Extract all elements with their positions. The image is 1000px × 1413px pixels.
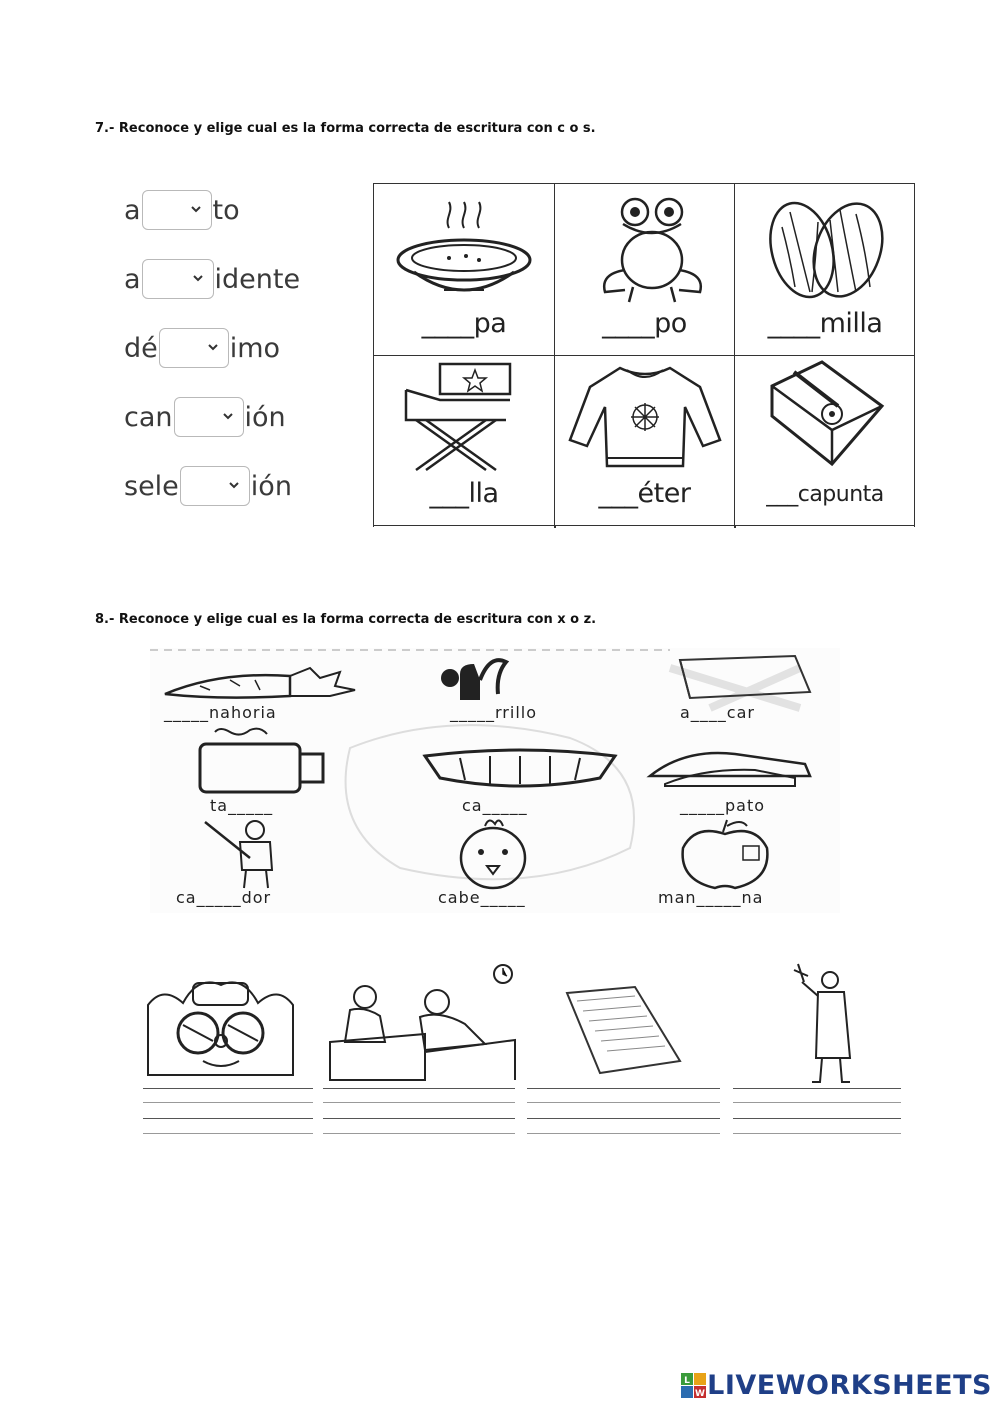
answer-line-3[interactable]: [527, 1088, 720, 1138]
q7-row-5: [124, 464, 292, 508]
q8-label-1: _____nahoria: [164, 703, 277, 722]
q7-row-2-before: a: [124, 263, 141, 295]
pot-icon: [420, 746, 620, 791]
grid-label-seeds: ____milla: [767, 308, 883, 339]
q8-label-3: a____car: [680, 703, 755, 722]
q7-row-3: [124, 326, 280, 370]
q7-row-1: [124, 188, 240, 232]
q8-label-7: ca_____dor: [176, 888, 272, 907]
liveworksheets-logo-icon: [681, 1371, 707, 1401]
q7-row-2-select[interactable]: [142, 259, 214, 299]
q8-label-6: _____pato: [680, 796, 766, 815]
q7-row-1-before: a: [124, 194, 141, 226]
q7-row-2-after: idente: [214, 263, 301, 295]
grid-cell-soup: [374, 184, 555, 356]
chevron-down-icon: [191, 271, 205, 285]
carrot-icon: [160, 666, 360, 706]
q7-picture-grid: [373, 183, 915, 527]
grid-label-frog: ____po: [602, 308, 687, 339]
q7-row-4-after: ión: [244, 401, 286, 433]
q7-row-5-select[interactable]: [180, 466, 250, 506]
paper-sheet-icon: [565, 985, 685, 1075]
grid-label-sweater: ___éter: [598, 478, 691, 509]
chevron-down-icon: [189, 202, 203, 216]
grid-cell-sharpener: [735, 356, 915, 526]
q7-row-3-before: dé: [124, 332, 158, 364]
q8-label-2: _____rrillo: [450, 703, 537, 722]
q7-row-5-after: ión: [250, 470, 292, 502]
grid-cell-frog: [555, 184, 735, 356]
sweater-icon: [565, 362, 725, 472]
scientist-icon: [790, 962, 860, 1084]
q8-label-5: ca_____: [462, 796, 528, 815]
answer-line-4[interactable]: [733, 1088, 901, 1138]
grid-label-sharpener: ___capunta: [766, 482, 884, 507]
chick-head-icon: [455, 814, 530, 894]
q7-row-4: [124, 395, 286, 439]
logo-letter-w: W: [695, 1388, 706, 1399]
skunk-icon: [440, 654, 510, 704]
sugar-bag-icon: [675, 654, 815, 702]
grid-divider: [554, 526, 556, 528]
q7-row-3-after: imo: [229, 332, 281, 364]
q8-label-4: ta_____: [210, 796, 274, 815]
pencil-sharpener-icon: [760, 358, 890, 473]
shoes-icon: [645, 748, 815, 788]
q7-row-1-select[interactable]: [142, 190, 212, 230]
q8-label-8: cabe_____: [438, 888, 526, 907]
students-exam-icon: [325, 962, 520, 1082]
grid-cell-chair: [374, 356, 555, 526]
cup-icon: [195, 726, 330, 796]
answer-line-1[interactable]: [143, 1088, 313, 1138]
q7-row-1-after: to: [212, 194, 240, 226]
q7-row-4-select[interactable]: [174, 397, 244, 437]
grid-label-soup: ____pa: [421, 308, 507, 339]
chevron-down-icon: [227, 478, 241, 492]
logo-text: LIVEWORKSHEETS: [707, 1370, 992, 1401]
grid-label-chair: ___lla: [429, 478, 499, 509]
clown-icon: [143, 975, 298, 1083]
q8-picture-panel: [150, 648, 840, 913]
question-8-heading: 8.- Reconoce y elige cual es la forma correcta de escritura con x o z.: [95, 612, 597, 627]
liveworksheets-logo: [681, 1370, 992, 1401]
seeds-icon: [760, 192, 890, 307]
question-7-heading: 7.- Reconoce y elige cual es la forma correcta de escritura con c o s.: [95, 121, 596, 136]
grid-cell-seeds: [735, 184, 915, 356]
hunter-icon: [200, 818, 295, 888]
q7-row-5-before: sele: [124, 470, 179, 502]
frog-icon: [595, 192, 715, 307]
q7-row-4-before: can: [124, 401, 173, 433]
chevron-down-icon: [221, 409, 235, 423]
director-chair-icon: [396, 360, 526, 475]
grid-cell-sweater: [555, 356, 735, 526]
answer-line-2[interactable]: [323, 1088, 515, 1138]
grid-divider: [734, 526, 736, 528]
logo-letter-l: L: [684, 1375, 691, 1386]
chevron-down-icon: [206, 340, 220, 354]
soup-bowl-icon: [394, 198, 534, 308]
q8-label-9: man_____na: [658, 888, 764, 907]
apple-icon: [675, 818, 775, 890]
q7-row-2: [124, 257, 300, 301]
q7-row-3-select[interactable]: [159, 328, 229, 368]
